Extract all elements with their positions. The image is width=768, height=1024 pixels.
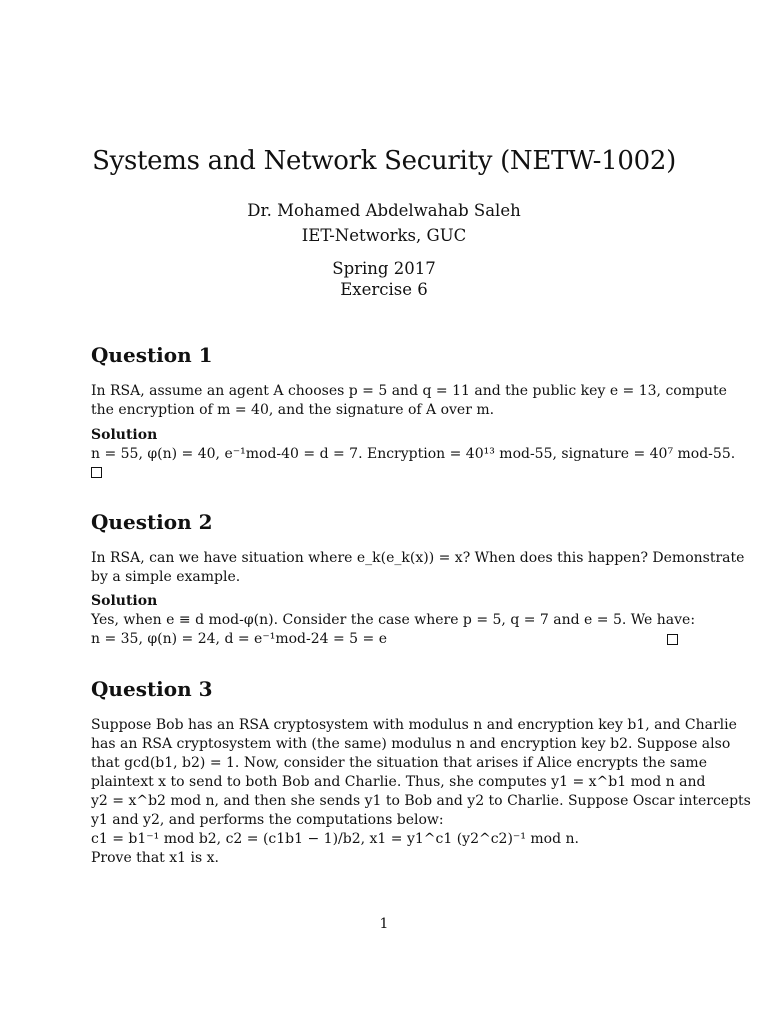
qed-symbol-icon [667,634,678,645]
question-2-solution-line-1: Yes, when e ≡ d mod-φ(n). Consider the case where p = 5, q = 7 and e = 5. We have: [91,612,696,628]
question-3-line-2: has an RSA cryptosystem with (the same) modulus n and encryption key b2. Suppose also [91,736,731,752]
question-3-formula: c1 = b1⁻¹ mod b2, c2 = (c1b1 − 1)/b2, x1 = y1^c1 (y2^c2)⁻¹ mod n. [91,831,579,847]
question-3-heading: Question 3 [91,677,213,701]
question-3-line-6: y1 and y2, and performs the computations below: [91,812,444,828]
question-3-line-4: plaintext x to send to both Bob and Charlie. Thus, she computes y1 = x^b1 mod n and [91,774,706,790]
question-3-line-5: y2 = x^b2 mod n, and then she sends y1 to Bob and y2 to Charlie. Suppose Oscar intercepts [91,793,751,809]
question-2-heading: Question 2 [91,510,213,534]
question-2-line-1: In RSA, can we have situation where e_k(e_k(x)) = x? When does this happen? Demonstrate [91,550,745,566]
question-2-solution [91,592,696,649]
exercise-label: Exercise 6 [340,280,428,299]
question-1-heading: Question 1 [91,343,213,367]
author-affiliation: IET-Networks, GUC [301,226,467,245]
question-2-body [91,549,745,587]
question-1-solution [91,426,736,483]
question-3-line-3: that gcd(b1, b2) = 1. Now, consider the situation that arises if Alice encrypts the same [91,755,707,771]
qed-symbol-icon [91,467,102,478]
question-2-line-2: by a simple example. [91,569,241,585]
document-title: Systems and Network Security (NETW-1002) [92,146,676,176]
question-1-solution-line-1: n = 55, φ(n) = 40, e⁻¹mod-40 = d = 7. Encryption = 40¹³ mod-55, signature = 40⁷ mod-55. [91,446,736,462]
solution-label: Solution [91,593,158,609]
question-1-body [91,382,727,420]
question-3-line-1: Suppose Bob has an RSA cryptosystem with modulus n and encryption key b1, and Charlie [91,717,737,733]
question-2-solution-line-2: n = 35, φ(n) = 24, d = e⁻¹mod-24 = 5 = e [91,631,387,647]
solution-label: Solution [91,427,158,443]
question-3-body [91,716,751,868]
question-1-line-2: the encryption of m = 40, and the signature of A over m. [91,402,495,418]
page-number: 1 [379,916,389,932]
term-label: Spring 2017 [332,259,436,278]
question-3-line-8: Prove that x1 is x. [91,850,219,866]
question-1-line-1: In RSA, assume an agent A chooses p = 5 and q = 11 and the public key e = 13, compute [91,383,727,399]
author-name: Dr. Mohamed Abdelwahab Saleh [247,201,521,220]
